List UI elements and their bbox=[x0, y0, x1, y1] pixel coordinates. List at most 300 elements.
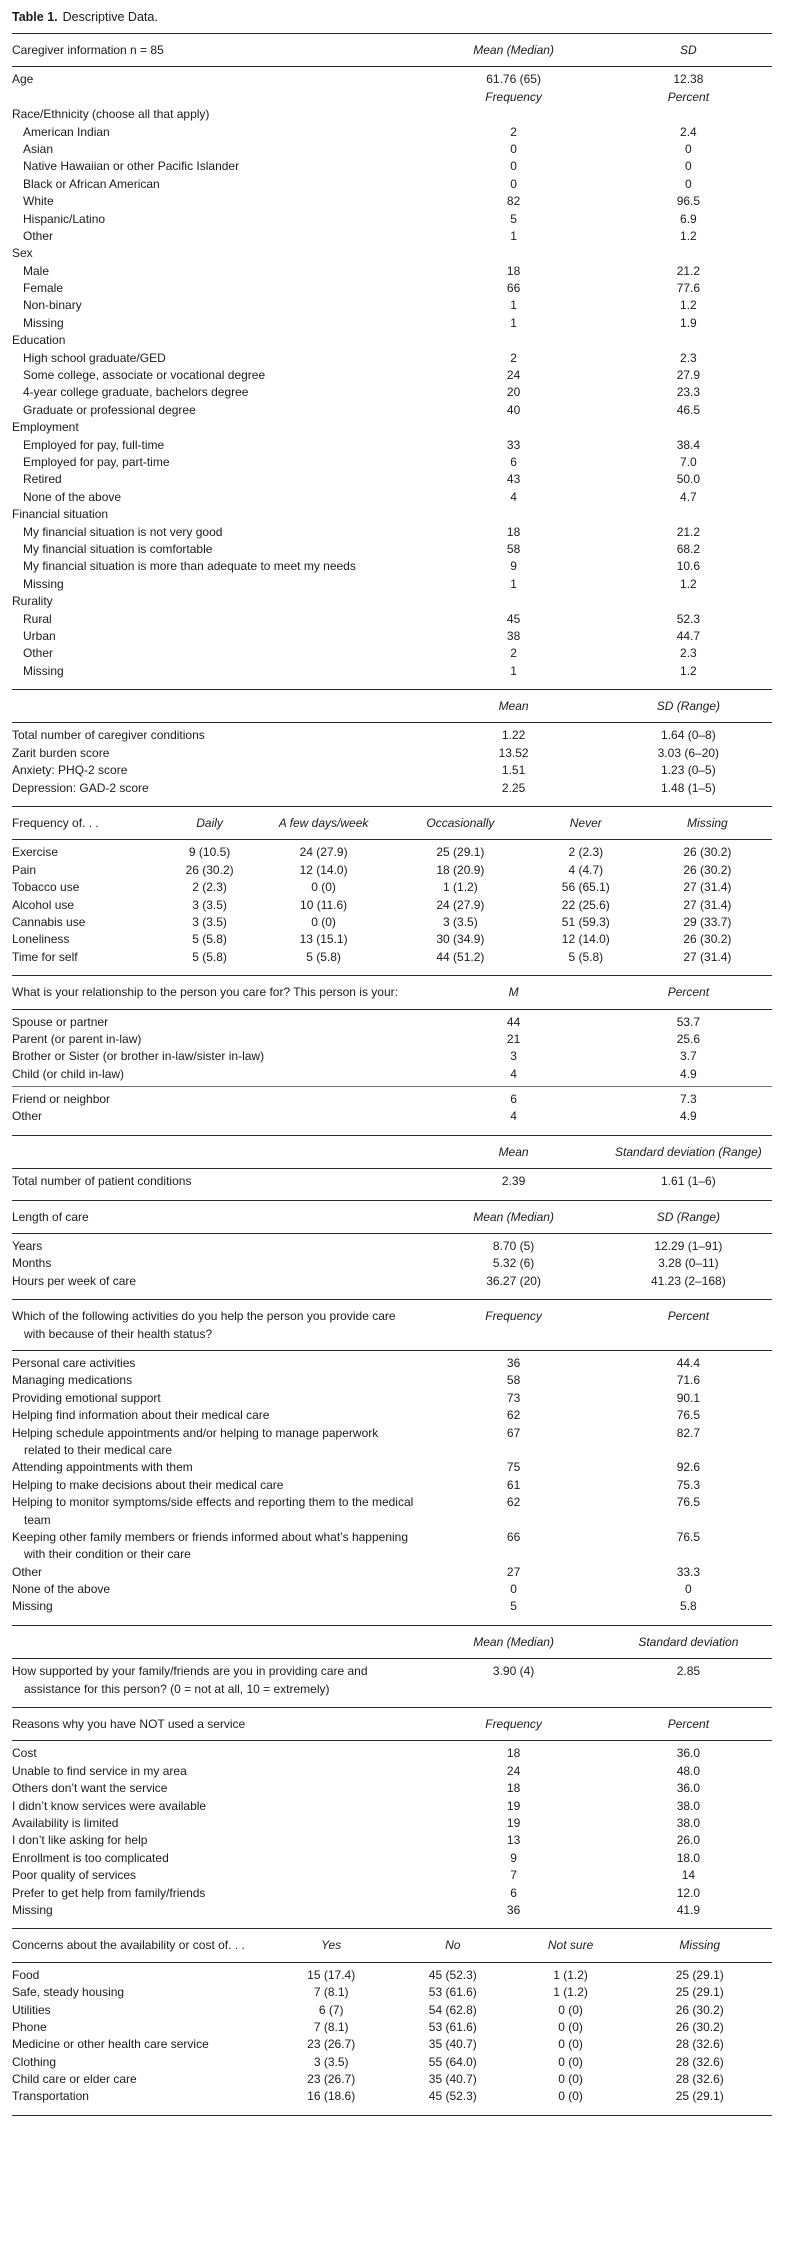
table-row bbox=[12, 931, 772, 948]
cell-value: 27 (31.4) bbox=[683, 949, 732, 964]
cell-value: 7 bbox=[510, 1868, 517, 1883]
table-row bbox=[12, 541, 772, 558]
table-row bbox=[12, 780, 772, 797]
cell-value: 2.39 bbox=[501, 1174, 526, 1189]
cell-value: 0 bbox=[685, 1582, 692, 1597]
table-row bbox=[12, 1425, 772, 1460]
row-label: Asian bbox=[23, 141, 54, 156]
row-label: Other bbox=[23, 228, 54, 243]
cell-value: 3.7 bbox=[680, 1049, 697, 1064]
cell-value: 2 bbox=[510, 646, 517, 661]
table-row bbox=[12, 1902, 772, 1919]
cell-value: 27.9 bbox=[676, 368, 701, 383]
cell-value: 0 (0) bbox=[558, 2089, 583, 2104]
cell-value: 0 (0) bbox=[558, 2072, 583, 2087]
group-row bbox=[12, 245, 772, 262]
cell-value: 6 bbox=[510, 454, 517, 469]
section-body bbox=[12, 67, 772, 689]
row-label: Other bbox=[12, 1109, 43, 1124]
column-header: M bbox=[508, 985, 519, 1000]
section-header-label bbox=[12, 1634, 422, 1635]
table-row bbox=[12, 141, 772, 158]
cell-value: 44.7 bbox=[676, 628, 701, 643]
cell-value: 76.5 bbox=[676, 1495, 701, 1510]
table-row bbox=[12, 1663, 772, 1698]
row-label bbox=[12, 89, 422, 106]
cell-value: 2.3 bbox=[680, 646, 697, 661]
cell-value: 22 (25.6) bbox=[561, 897, 610, 912]
cell-value: 19 bbox=[506, 1798, 521, 1813]
row-label: Parent (or parent in-law) bbox=[12, 1031, 142, 1046]
table-row bbox=[12, 1885, 772, 1902]
cell-value: 10 (11.6) bbox=[300, 897, 348, 912]
cell-value: 96.5 bbox=[676, 194, 701, 209]
table-row bbox=[12, 949, 772, 966]
table-row bbox=[12, 1815, 772, 1832]
table-row bbox=[12, 844, 772, 861]
cell-value: 23 (26.7) bbox=[307, 2072, 356, 2087]
column-header-row bbox=[12, 1929, 772, 1962]
cell-value: 45 (52.3) bbox=[428, 2089, 477, 2104]
cell-value: 38.0 bbox=[676, 1798, 701, 1813]
table-row bbox=[12, 297, 772, 314]
cell-value: 4.9 bbox=[680, 1066, 697, 1081]
table-row bbox=[12, 1014, 772, 1031]
column-header-row bbox=[12, 1708, 772, 1741]
cell-value: 66 bbox=[506, 1529, 521, 1544]
cell-value: 2 (2.3) bbox=[192, 880, 227, 895]
column-subheader: Percent bbox=[667, 89, 710, 104]
column-header-row bbox=[12, 807, 772, 840]
cell-value: 4.9 bbox=[680, 1109, 697, 1124]
cell-value: 12 (14.0) bbox=[561, 932, 610, 947]
row-label: Years bbox=[12, 1239, 43, 1254]
row-label: Some college, associate or vocational degree bbox=[23, 368, 266, 383]
table-title bbox=[12, 10, 772, 24]
group-row bbox=[12, 332, 772, 349]
column-header-row bbox=[12, 1136, 772, 1169]
row-label: Unable to find service in my area bbox=[12, 1763, 187, 1778]
row-label: My financial situation is comfortable bbox=[23, 541, 213, 556]
row-label: Total number of caregiver conditions bbox=[12, 728, 205, 743]
column-header: Mean (Median) bbox=[473, 43, 554, 57]
table-row bbox=[12, 576, 772, 593]
cell-value: 3 (3.5) bbox=[192, 897, 227, 912]
table-row bbox=[12, 402, 772, 419]
row-label: Cost bbox=[12, 1746, 37, 1761]
cell-value: 26 (30.2) bbox=[675, 2019, 724, 2034]
cell-value: 44 bbox=[506, 1014, 521, 1029]
cell-value: 18 bbox=[506, 1781, 521, 1796]
cell-value: 27 (31.4) bbox=[683, 880, 732, 895]
cell-value: 41.23 (2–168) bbox=[651, 1273, 726, 1288]
cell-value: 18 (20.9) bbox=[436, 862, 485, 877]
row-label: Poor quality of services bbox=[12, 1868, 137, 1883]
cell-value: 5 bbox=[510, 211, 517, 226]
section-header-label: Which of the following activities do you help the person you provide care with because of their health status? bbox=[12, 1309, 396, 1341]
row-label: Cannabis use bbox=[12, 914, 86, 929]
row-label: Safe, steady housing bbox=[12, 1985, 125, 2000]
cell-value: 1.64 (0–8) bbox=[661, 728, 716, 743]
cell-value: 3.90 (4) bbox=[492, 1664, 535, 1679]
cell-value: 35 (40.7) bbox=[428, 2037, 477, 2052]
cell-value: 6 (7) bbox=[318, 2002, 344, 2017]
cell-value: 1.23 (0–5) bbox=[661, 763, 716, 778]
cell-value: 2 bbox=[510, 124, 517, 139]
row-label: Retired bbox=[23, 472, 62, 487]
cell-value: 25 (29.1) bbox=[436, 845, 485, 860]
row-label: Employment bbox=[12, 420, 79, 435]
column-header: Standard deviation (Range) bbox=[614, 1144, 762, 1159]
cell-value: 19 bbox=[506, 1815, 521, 1830]
row-label: Rurality bbox=[12, 594, 53, 609]
cell-value: 33.3 bbox=[676, 1564, 701, 1579]
group-row bbox=[12, 106, 772, 123]
table-row bbox=[12, 558, 772, 575]
cell-value: 1 bbox=[510, 576, 517, 591]
descriptive-data-table bbox=[12, 33, 772, 2116]
section-body bbox=[12, 1010, 772, 1135]
table-row bbox=[12, 663, 772, 680]
cell-value: 26 (30.2) bbox=[185, 862, 234, 877]
row-label: Rural bbox=[23, 611, 52, 626]
row-label: Spouse or partner bbox=[12, 1014, 109, 1029]
cell-value: 45 bbox=[506, 611, 521, 626]
cell-value: 0 (0) bbox=[558, 2019, 583, 2034]
row-label: None of the above bbox=[12, 1582, 111, 1597]
column-header-row bbox=[12, 690, 772, 723]
section-header-label bbox=[12, 698, 422, 699]
cell-value: 0 (0) bbox=[558, 2037, 583, 2052]
table-row bbox=[12, 524, 772, 541]
cell-value: 18.0 bbox=[676, 1850, 701, 1865]
row-label: Providing emotional support bbox=[12, 1390, 161, 1405]
section-patient-conditions bbox=[12, 1135, 772, 1200]
cell-value: 2.25 bbox=[501, 780, 526, 795]
cell-value: 1 bbox=[510, 298, 517, 313]
cell-value: 1.51 bbox=[501, 763, 526, 778]
table-row bbox=[12, 1494, 772, 1529]
table-row bbox=[12, 384, 772, 401]
cell-value: 41.9 bbox=[676, 1902, 701, 1917]
column-header: Percent bbox=[667, 1309, 710, 1324]
table-row bbox=[12, 1031, 772, 1048]
cell-value: 4 bbox=[510, 1066, 517, 1081]
section-concerns bbox=[12, 1928, 772, 2115]
cell-value: 52.3 bbox=[676, 611, 701, 626]
row-label: None of the above bbox=[23, 489, 122, 504]
cell-value: 24 (27.9) bbox=[299, 845, 348, 860]
cell-value: 3 (3.5) bbox=[192, 914, 227, 929]
column-header: A few days/week bbox=[278, 816, 369, 831]
table-row bbox=[12, 1477, 772, 1494]
table-row bbox=[12, 914, 772, 931]
cell-value: 9 bbox=[510, 1850, 517, 1865]
table-row bbox=[12, 454, 772, 471]
cell-value: 7 (8.1) bbox=[313, 2019, 349, 2034]
row-label: Zarit burden score bbox=[12, 745, 110, 760]
section-body bbox=[12, 1659, 772, 1707]
cell-value: 38 bbox=[506, 628, 521, 643]
row-label: Clothing bbox=[12, 2054, 57, 2069]
cell-value: 13.52 bbox=[498, 745, 529, 760]
cell-value: 9 bbox=[510, 559, 517, 574]
row-label: Education bbox=[12, 333, 66, 348]
cell-value: 0 (0) bbox=[311, 880, 336, 895]
table-row bbox=[12, 645, 772, 662]
row-label: Alcohol use bbox=[12, 897, 75, 912]
cell-value: 4.7 bbox=[680, 489, 697, 504]
cell-value: 2 bbox=[510, 350, 517, 365]
cell-value: 33 bbox=[506, 437, 521, 452]
cell-value: 28 (32.6) bbox=[675, 2072, 724, 2087]
cell-value: 29 (33.7) bbox=[683, 914, 732, 929]
cell-value: 5.8 bbox=[680, 1599, 697, 1614]
cell-value: 26 (30.2) bbox=[683, 932, 732, 947]
row-label: Helping to monitor symptoms/side effects and reporting them to the medical team bbox=[12, 1495, 414, 1527]
column-header: Percent bbox=[667, 985, 710, 1000]
row-label: Tobacco use bbox=[12, 880, 80, 895]
cell-value: 51 (59.3) bbox=[561, 914, 610, 929]
cell-value: 53 (61.6) bbox=[428, 1985, 477, 2000]
column-header: Frequency bbox=[485, 1309, 542, 1324]
table-row bbox=[12, 158, 772, 175]
row-label: Age bbox=[12, 72, 34, 87]
cell-value: 0 bbox=[510, 159, 517, 174]
table-row bbox=[12, 1407, 772, 1424]
cell-value: 3.28 (0–11) bbox=[658, 1256, 719, 1271]
cell-value: 25 (29.1) bbox=[675, 1985, 724, 2000]
cell-value: 53 (61.6) bbox=[428, 2019, 477, 2034]
cell-value: 82.7 bbox=[676, 1425, 701, 1440]
row-label: Missing bbox=[23, 315, 64, 330]
cell-value: 0 (0) bbox=[558, 2002, 583, 2017]
cell-value: 12.38 bbox=[673, 72, 704, 87]
table-row bbox=[12, 611, 772, 628]
table-number: Table 1. bbox=[12, 10, 58, 24]
cell-value: 1.22 bbox=[501, 728, 526, 743]
table-row bbox=[12, 1173, 772, 1190]
cell-value: 5 bbox=[510, 1599, 517, 1614]
row-label: My financial situation is not very good bbox=[23, 524, 223, 539]
cell-value: 58 bbox=[506, 1373, 521, 1388]
table-row bbox=[12, 2002, 772, 2019]
cell-value: 18 bbox=[506, 524, 521, 539]
cell-value: 6 bbox=[510, 1092, 517, 1107]
column-header: Never bbox=[569, 816, 602, 831]
column-header: Mean (Median) bbox=[473, 1209, 554, 1224]
row-label: Child (or child in-law) bbox=[12, 1066, 125, 1081]
cell-value: 77.6 bbox=[676, 281, 701, 296]
row-label: Employed for pay, full-time bbox=[23, 437, 165, 452]
table-row bbox=[12, 263, 772, 280]
cell-value: 3 bbox=[510, 1049, 517, 1064]
cell-value: 14 bbox=[681, 1868, 696, 1883]
cell-value: 28 (32.6) bbox=[675, 2054, 724, 2069]
table-row bbox=[12, 176, 772, 193]
cell-value: 50.0 bbox=[676, 472, 701, 487]
cell-value: 2.3 bbox=[680, 350, 697, 365]
table-row bbox=[12, 745, 772, 762]
row-label: Managing medications bbox=[12, 1373, 133, 1388]
column-header: Missing bbox=[679, 1938, 721, 1953]
cell-value: 2 (2.3) bbox=[568, 845, 604, 860]
cell-value: 55 (64.0) bbox=[428, 2054, 477, 2069]
cell-value: 3 (3.5) bbox=[313, 2054, 349, 2069]
cell-value: 35 (40.7) bbox=[428, 2072, 477, 2087]
table-row bbox=[12, 628, 772, 645]
cell-value: 76.5 bbox=[676, 1408, 701, 1423]
table-row bbox=[12, 2036, 772, 2053]
row-label: Female bbox=[23, 281, 64, 296]
table-row bbox=[12, 1273, 772, 1290]
table-row bbox=[12, 1798, 772, 1815]
table-row bbox=[12, 1581, 772, 1598]
cell-value: 26 (30.2) bbox=[683, 862, 732, 877]
cell-value: 36.0 bbox=[676, 1781, 701, 1796]
row-label: Missing bbox=[23, 663, 64, 678]
cell-value: 36.27 (20) bbox=[486, 1273, 541, 1288]
cell-value: 18 bbox=[506, 263, 521, 278]
cell-value: 26 (30.2) bbox=[683, 845, 732, 860]
section-body bbox=[12, 1351, 772, 1625]
cell-value: 5.32 (6) bbox=[492, 1256, 535, 1271]
cell-value: 4 (4.7) bbox=[568, 862, 604, 877]
cell-value: 9 (10.5) bbox=[188, 845, 231, 860]
row-label: Financial situation bbox=[12, 507, 109, 522]
table-row bbox=[12, 862, 772, 879]
cell-value: 26 (30.2) bbox=[675, 2002, 724, 2017]
row-label: Missing bbox=[12, 1902, 53, 1917]
cell-value: 71.6 bbox=[676, 1373, 701, 1388]
row-label: Others don’t want the service bbox=[12, 1781, 168, 1796]
column-header: Mean bbox=[498, 699, 529, 714]
row-label: Non-binary bbox=[23, 298, 82, 313]
cell-value: 82 bbox=[506, 194, 521, 209]
table-row bbox=[12, 1529, 772, 1564]
cell-value: 1.2 bbox=[680, 576, 697, 591]
cell-value: 76.5 bbox=[676, 1529, 701, 1544]
cell-value: 2.4 bbox=[680, 124, 697, 139]
row-label: Food bbox=[12, 1967, 40, 1982]
table-row bbox=[12, 1564, 772, 1581]
cell-value: 6 bbox=[510, 1885, 517, 1900]
cell-value: 28 (32.6) bbox=[675, 2037, 724, 2052]
cell-value: 21.2 bbox=[676, 263, 701, 278]
table-row bbox=[12, 471, 772, 488]
row-label: Availability is limited bbox=[12, 1815, 119, 1830]
section-relationship bbox=[12, 975, 772, 1135]
column-header: Standard deviation bbox=[638, 1634, 739, 1649]
cell-value: 5 (5.8) bbox=[192, 932, 227, 947]
table-row bbox=[12, 1372, 772, 1389]
cell-value: 36.0 bbox=[676, 1746, 701, 1761]
row-label: Race/Ethnicity (choose all that apply) bbox=[12, 107, 210, 122]
column-header: Daily bbox=[196, 816, 223, 831]
cell-value: 15 (17.4) bbox=[307, 1967, 356, 1982]
table-row bbox=[12, 762, 772, 779]
cell-value: 48.0 bbox=[676, 1763, 701, 1778]
column-header: Occasionally bbox=[426, 816, 495, 831]
column-header: Mean bbox=[498, 1144, 529, 1159]
cell-value: 0 bbox=[685, 141, 692, 156]
row-label: Missing bbox=[23, 576, 64, 591]
section-body bbox=[12, 1963, 772, 2115]
cell-value: 4 bbox=[510, 1109, 517, 1124]
cell-value: 44.4 bbox=[676, 1356, 701, 1370]
table-row bbox=[12, 1048, 772, 1065]
row-label: Missing bbox=[12, 1599, 53, 1614]
cell-value: 1.2 bbox=[680, 663, 697, 678]
table-row bbox=[12, 2019, 772, 2036]
section-body bbox=[12, 1234, 772, 1299]
cell-value: 3.03 (6–20) bbox=[657, 745, 720, 760]
cell-value: 8.70 (5) bbox=[492, 1239, 535, 1254]
row-label: Attending appointments with them bbox=[12, 1460, 193, 1475]
cell-value: 26.0 bbox=[676, 1833, 701, 1848]
cell-value: 5 (5.8) bbox=[306, 949, 341, 964]
section-body bbox=[12, 1169, 772, 1199]
row-label: Helping find information about their medical care bbox=[12, 1408, 270, 1423]
cell-value: 1 bbox=[510, 663, 517, 678]
column-header-row bbox=[12, 34, 772, 67]
row-label: Personal care activities bbox=[12, 1356, 136, 1370]
column-header-row bbox=[12, 1201, 772, 1234]
column-header: SD (Range) bbox=[656, 1209, 721, 1224]
row-label: Employed for pay, part-time bbox=[23, 454, 170, 469]
cell-value: 73 bbox=[506, 1390, 521, 1405]
cell-value: 61.76 (65) bbox=[486, 72, 541, 87]
row-label: Helping schedule appointments and/or helping to manage paperwork related to their medical care bbox=[12, 1425, 379, 1457]
cell-value: 23.3 bbox=[676, 385, 701, 400]
table-row bbox=[12, 1238, 772, 1255]
section-length-of-care bbox=[12, 1200, 772, 1300]
row-label: Native Hawaiian or other Pacific Islander bbox=[23, 159, 240, 174]
cell-value: 1.48 (1–5) bbox=[661, 780, 716, 795]
cell-value: 24 (27.9) bbox=[436, 897, 485, 912]
row-label: I don’t like asking for help bbox=[12, 1833, 148, 1848]
table-row bbox=[12, 367, 772, 384]
cell-value: 61 bbox=[506, 1477, 521, 1492]
cell-value: 21 bbox=[506, 1031, 521, 1046]
row-label: Helping to make decisions about their medical care bbox=[12, 1477, 284, 1492]
table-row bbox=[12, 1780, 772, 1797]
cell-value: 67 bbox=[506, 1425, 521, 1440]
cell-value: 18 bbox=[506, 1746, 521, 1761]
table-row bbox=[12, 1967, 772, 1984]
group-row bbox=[12, 506, 772, 523]
cell-value: 90.1 bbox=[676, 1390, 701, 1405]
table-row bbox=[12, 1066, 772, 1083]
row-divider bbox=[12, 1086, 772, 1087]
cell-value: 0 bbox=[510, 1582, 517, 1597]
table-row bbox=[12, 2054, 772, 2071]
row-label: Enrollment is too complicated bbox=[12, 1850, 169, 1865]
table-row bbox=[12, 2088, 772, 2105]
group-row bbox=[12, 593, 772, 610]
cell-value: 23 (26.7) bbox=[307, 2037, 356, 2052]
table-row bbox=[12, 71, 772, 88]
table-row bbox=[12, 193, 772, 210]
cell-value: 30 (34.9) bbox=[436, 932, 485, 947]
section-care-activities bbox=[12, 1299, 772, 1625]
table-row bbox=[12, 879, 772, 896]
section-header-label: Frequency of. . . bbox=[12, 816, 99, 831]
table-row bbox=[12, 489, 772, 506]
cell-value: 62 bbox=[506, 1495, 521, 1510]
cell-value: 2.85 bbox=[676, 1664, 701, 1679]
table-row bbox=[12, 89, 772, 106]
